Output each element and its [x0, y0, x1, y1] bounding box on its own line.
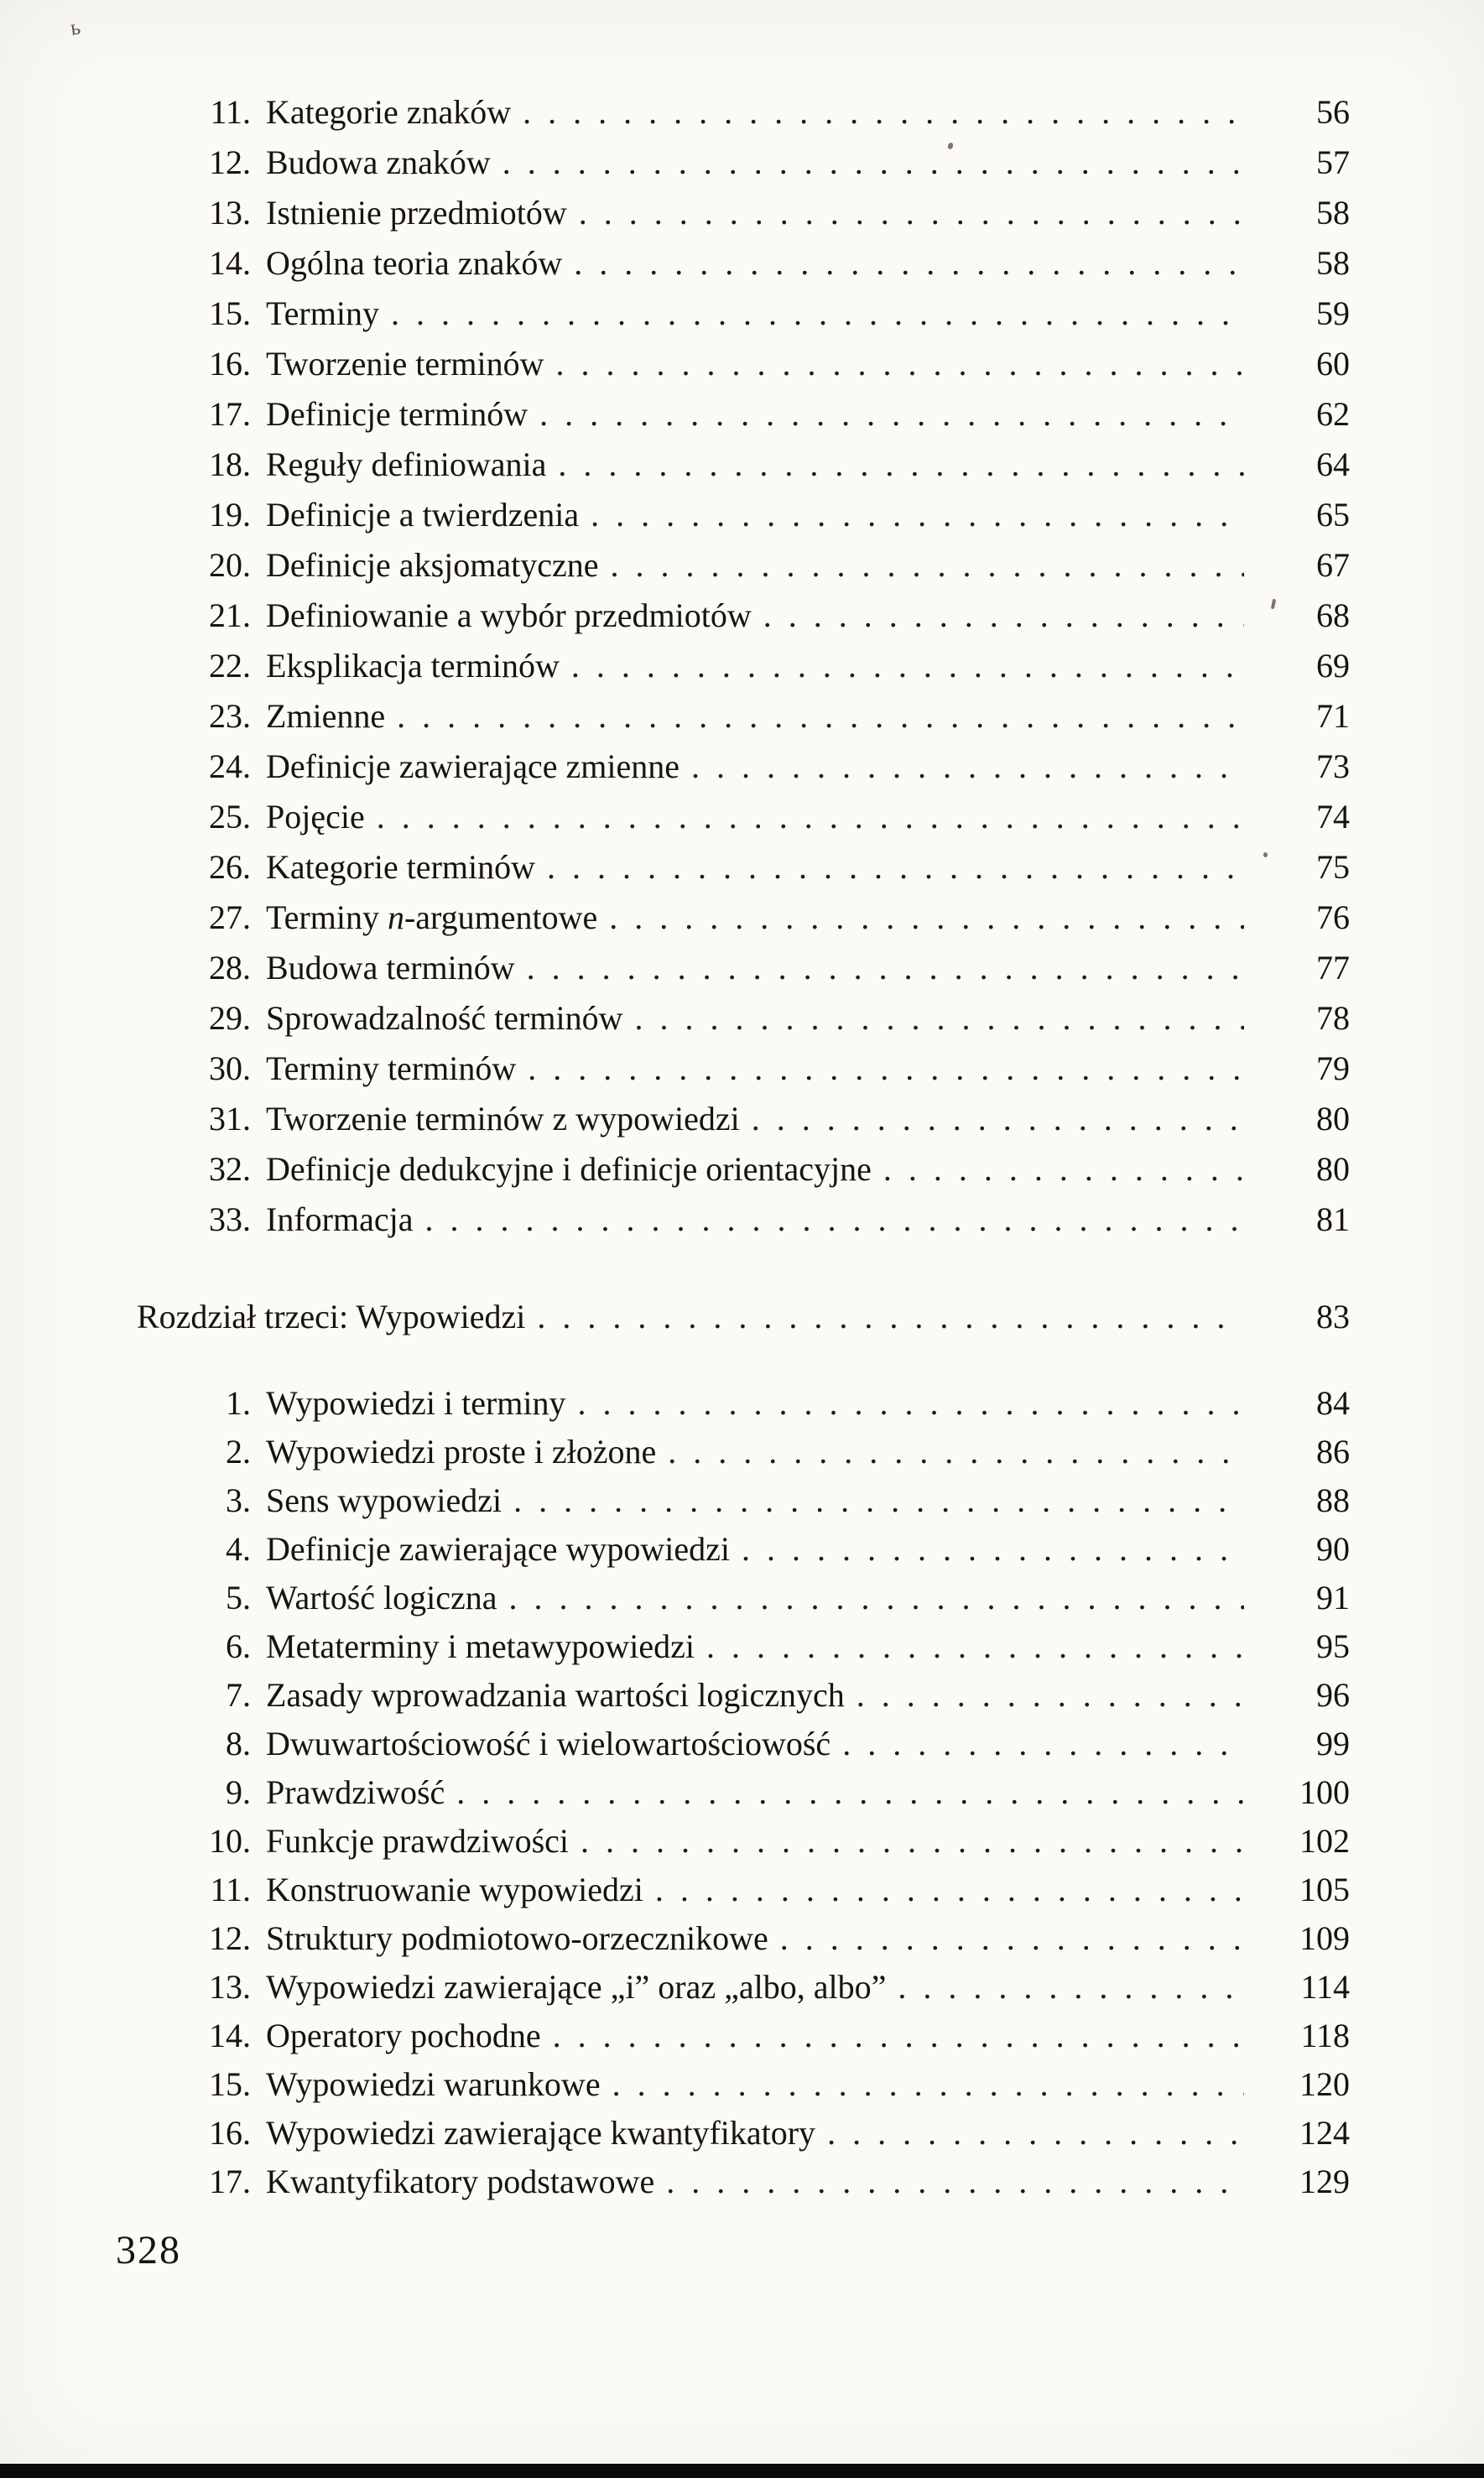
- dot-leader: [634, 993, 1244, 1044]
- toc-entry: [137, 138, 1350, 188]
- dot-leader: [612, 2060, 1244, 2109]
- toc-entry-page: 60: [1316, 345, 1350, 383]
- toc-entry-page: 86: [1316, 1433, 1350, 1471]
- toc-entry-title: Metaterminy i metawypowiedzi: [266, 1627, 695, 1665]
- toc-entry-title: Istnienie przedmiotów: [266, 194, 567, 232]
- toc-entry: [137, 2012, 1350, 2060]
- toc-entry-title: Definicje aksjomatyczne: [266, 546, 599, 584]
- toc-entry-title: Sens wypowiedzi: [266, 1481, 502, 1519]
- dot-leader: [397, 691, 1244, 742]
- toc-entry-page: 71: [1316, 697, 1350, 735]
- toc-entry-page: 59: [1316, 294, 1350, 332]
- dot-leader: [842, 1720, 1244, 1768]
- ink-mark: ь: [68, 14, 82, 40]
- toc-entry-number: 24.: [209, 747, 251, 785]
- toc-entry: [137, 691, 1350, 742]
- dot-leader: [581, 1817, 1244, 1866]
- dot-leader: [857, 1671, 1244, 1720]
- toc-entry-number: 5.: [226, 1579, 251, 1616]
- toc-entry: [137, 641, 1350, 691]
- toc-entry-title: Zasady wprowadzania wartości logicznych: [266, 1676, 845, 1714]
- toc-entry: [137, 993, 1350, 1044]
- toc-entry-page: 81: [1316, 1200, 1350, 1238]
- dot-leader: [591, 490, 1244, 540]
- toc-entry-page: 67: [1316, 546, 1350, 584]
- toc-entry-title: Wypowiedzi zawierające „i” oraz „albo, albo”: [266, 1968, 887, 2006]
- dot-leader: [537, 1292, 1244, 1342]
- toc-entry-number: 15.: [209, 2065, 251, 2103]
- toc-entry-number: 21.: [209, 596, 251, 634]
- toc-entry-page: 65: [1316, 496, 1350, 534]
- toc-entry: [137, 339, 1350, 389]
- toc-entry-number: 26.: [209, 848, 251, 886]
- toc-entry-page: 90: [1316, 1530, 1350, 1568]
- toc-entry-title: Definicje zawierające zmienne: [266, 747, 680, 785]
- toc-entry: [137, 87, 1350, 138]
- dot-leader: [527, 943, 1244, 993]
- toc-entry-page: 80: [1316, 1150, 1350, 1188]
- dot-leader: [578, 1379, 1245, 1428]
- toc-entry-page: 99: [1316, 1725, 1350, 1762]
- toc-entry-page: 105: [1299, 1871, 1350, 1908]
- dot-leader: [377, 792, 1244, 842]
- dot-leader: [523, 87, 1244, 138]
- toc-entry-page: 118: [1300, 2017, 1350, 2054]
- toc-entry-number: 20.: [209, 546, 251, 584]
- toc-entry: [137, 1195, 1350, 1245]
- toc-entry-title: Prawdziwość: [266, 1773, 445, 1811]
- toc-entry-page: 80: [1316, 1100, 1350, 1137]
- toc-entry: [137, 1866, 1350, 1914]
- toc-entry: [137, 289, 1350, 339]
- toc-entry-number: 17.: [209, 2163, 251, 2200]
- dot-leader: [502, 138, 1244, 188]
- dot-leader: [763, 591, 1244, 641]
- toc-list-chapter-three: [137, 1379, 1350, 2206]
- dot-leader: [579, 188, 1244, 238]
- dot-leader: [668, 1428, 1244, 1476]
- toc-entry-number: 16.: [209, 345, 251, 383]
- toc-entry-page: 109: [1299, 1919, 1350, 1957]
- toc-entry: [137, 1817, 1350, 1866]
- toc-entry-page: 56: [1316, 93, 1350, 131]
- scan-edge: [0, 2464, 1484, 2478]
- toc-entry: [137, 2158, 1350, 2206]
- toc-entry-page: 129: [1299, 2163, 1350, 2200]
- toc-entry-page: 114: [1300, 1968, 1350, 2006]
- dot-leader: [556, 339, 1244, 389]
- toc-entry-page: 91: [1316, 1579, 1350, 1616]
- toc-entry-title: Ogólna teoria znaków: [266, 244, 563, 282]
- toc-entry-title: Informacja: [266, 1200, 414, 1238]
- toc-entry: [137, 1622, 1350, 1671]
- toc-entry: [137, 440, 1350, 490]
- dot-leader: [424, 1195, 1244, 1245]
- dot-leader: [609, 893, 1244, 943]
- toc-entry-title: Definiowanie a wybór przedmiotów: [266, 596, 752, 634]
- toc-entry-number: 2.: [226, 1433, 251, 1471]
- toc-entry: [137, 2060, 1350, 2109]
- dot-leader: [827, 2109, 1244, 2158]
- toc-entry-page: 120: [1299, 2065, 1350, 2103]
- dot-leader: [558, 440, 1244, 490]
- toc-entry-number: 27.: [209, 898, 251, 936]
- toc-entry-page: 84: [1316, 1384, 1350, 1422]
- toc-entry-page: 58: [1316, 244, 1350, 282]
- toc-entry-title: Pojęcie: [266, 798, 365, 836]
- toc-entry-title: Wypowiedzi warunkowe: [266, 2065, 601, 2103]
- toc-entry-title: Wypowiedzi i terminy: [266, 1384, 566, 1422]
- dot-leader: [574, 238, 1244, 289]
- toc-entry: [137, 490, 1350, 540]
- toc-entry-title: Definicje zawierające wypowiedzi: [266, 1530, 731, 1568]
- toc-entry-number: 28.: [209, 949, 251, 987]
- toc-entry-number: 1.: [226, 1384, 251, 1422]
- toc-entry: [137, 1671, 1350, 1720]
- toc-entry: [137, 1963, 1350, 2012]
- toc-entry-number: 22.: [209, 647, 251, 685]
- toc-entry-number: 32.: [209, 1150, 251, 1188]
- table-of-contents: [137, 87, 1350, 2206]
- toc-entry: [137, 1574, 1350, 1622]
- dot-leader: [706, 1622, 1244, 1671]
- toc-entry-title: Budowa terminów: [266, 949, 515, 987]
- toc-entry-page: 88: [1316, 1481, 1350, 1519]
- toc-entry-number: 12.: [209, 1919, 251, 1957]
- toc-entry-number: 11.: [210, 93, 251, 131]
- toc-entry-page: 96: [1316, 1676, 1350, 1714]
- dot-leader: [391, 289, 1244, 339]
- dot-leader: [883, 1144, 1244, 1195]
- toc-entry: [137, 1476, 1350, 1525]
- toc-entry: [137, 1768, 1350, 1817]
- toc-entry-title: Operatory pochodne: [266, 2017, 541, 2054]
- toc-entry-page: 68: [1316, 596, 1350, 634]
- dot-leader: [691, 742, 1244, 792]
- toc-entry-title: Konstruowanie wypowiedzi: [266, 1871, 643, 1908]
- toc-entry-page: 79: [1316, 1049, 1350, 1087]
- toc-entry-number: 3.: [226, 1481, 251, 1519]
- toc-entry-number: 4.: [226, 1530, 251, 1568]
- toc-entry: [137, 389, 1350, 440]
- toc-entry-title: Wypowiedzi proste i złożone: [266, 1433, 657, 1471]
- toc-entry-page: 62: [1316, 395, 1350, 433]
- toc-entry-title: Definicje terminów: [266, 395, 529, 433]
- toc-entry-page: 76: [1316, 898, 1350, 936]
- toc-entry-number: 13.: [209, 1968, 251, 2006]
- toc-entry-page: 73: [1316, 747, 1350, 785]
- toc-entry-number: 29.: [209, 999, 251, 1037]
- toc-entry-number: 13.: [209, 194, 251, 232]
- toc-entry-page: 64: [1316, 445, 1350, 483]
- dot-leader: [513, 1476, 1244, 1525]
- toc-entry-title: Kategorie terminów: [266, 848, 535, 886]
- toc-entry: [137, 591, 1350, 641]
- dot-leader: [547, 842, 1244, 893]
- toc-entry-number: 15.: [209, 294, 251, 332]
- toc-entry-page: 57: [1316, 143, 1350, 181]
- toc-entry-number: 17.: [209, 395, 251, 433]
- toc-entry: [137, 1044, 1350, 1094]
- toc-entry: [137, 1379, 1350, 1428]
- toc-entry-title: Dwuwartościowość i wielowartościowość: [266, 1725, 831, 1762]
- toc-chapter-title: Rozdział trzeci: Wypowiedzi: [137, 1298, 526, 1335]
- dot-leader: [898, 1963, 1244, 2012]
- toc-entry-number: 9.: [226, 1773, 251, 1811]
- toc-entry-page: 58: [1316, 194, 1350, 232]
- toc-entry-title: Struktury podmiotowo-orzecznikowe: [266, 1919, 768, 1957]
- toc-entry-page: 78: [1316, 999, 1350, 1037]
- toc-entry-number: 18.: [209, 445, 251, 483]
- toc-entry-title: Wartość logiczna: [266, 1579, 497, 1616]
- toc-entry-page: 102: [1299, 1822, 1350, 1860]
- toc-entry-number: 16.: [209, 2114, 251, 2152]
- toc-entry-title: Kwantyfikatory podstawowe: [266, 2163, 655, 2200]
- toc-entry-title: Terminy: [266, 294, 379, 332]
- dot-leader: [655, 1866, 1244, 1914]
- toc-entry-title: Tworzenie terminów: [266, 345, 544, 383]
- toc-entry: [137, 1428, 1350, 1476]
- toc-entry: [137, 1144, 1350, 1195]
- toc-entry: [137, 842, 1350, 893]
- toc-entry: [137, 188, 1350, 238]
- toc-entry-number: 8.: [226, 1725, 251, 1762]
- dot-leader: [509, 1574, 1244, 1622]
- toc-entry-page: 100: [1299, 1773, 1350, 1811]
- toc-entry-title: Wypowiedzi zawierające kwantyfikatory: [266, 2114, 816, 2152]
- toc-entry-number: 19.: [209, 496, 251, 534]
- dot-leader: [553, 2012, 1244, 2060]
- toc-entry-title: Tworzenie terminów z wypowiedzi: [266, 1100, 740, 1137]
- dot-leader: [528, 1044, 1244, 1094]
- toc-entry-number: 12.: [209, 143, 251, 181]
- toc-entry: [137, 1525, 1350, 1574]
- toc-entry-number: 33.: [209, 1200, 251, 1238]
- toc-entry-page: 69: [1316, 647, 1350, 685]
- toc-entry-title: Terminy n-argumentowe: [266, 898, 598, 936]
- toc-entry-title: Terminy terminów: [266, 1049, 517, 1087]
- toc-entry-page: 75: [1316, 848, 1350, 886]
- toc-entry-number: 10.: [209, 1822, 251, 1860]
- toc-entry: [137, 943, 1350, 993]
- toc-entry-title: Eksplikacja terminów: [266, 647, 560, 685]
- toc-entry-title: Sprowadzalność terminów: [266, 999, 623, 1037]
- toc-entry: [137, 238, 1350, 289]
- toc-entry: [137, 1914, 1350, 1963]
- dot-leader: [539, 389, 1244, 440]
- toc-entry: [137, 1720, 1350, 1768]
- toc-entry-title: Zmienne: [266, 697, 386, 735]
- toc-entry-number: 30.: [209, 1049, 251, 1087]
- dot-leader: [752, 1094, 1244, 1144]
- dot-leader: [571, 641, 1244, 691]
- toc-entry-title: Reguły definiowania: [266, 445, 547, 483]
- dot-leader: [610, 540, 1244, 591]
- toc-entry: [137, 1094, 1350, 1144]
- toc-entry-title: Funkcje prawdziwości: [266, 1822, 570, 1860]
- toc-entry-page: 77: [1316, 949, 1350, 987]
- toc-entry-number: 6.: [226, 1627, 251, 1665]
- toc-entry-number: 31.: [209, 1100, 251, 1137]
- dot-leader: [742, 1525, 1244, 1574]
- toc-entry: [137, 792, 1350, 842]
- toc-entry-page: 74: [1316, 798, 1350, 836]
- toc-entry: [137, 540, 1350, 591]
- toc-entry: [137, 893, 1350, 943]
- toc-entry: [137, 2109, 1350, 2158]
- toc-entry-title: Definicje dedukcyjne i definicje orientacyjne: [266, 1150, 872, 1188]
- page-number: 328: [116, 2228, 181, 2272]
- dot-leader: [780, 1914, 1244, 1963]
- toc-list-continued: [137, 87, 1350, 1245]
- toc-entry: [137, 742, 1350, 792]
- toc-entry-page: 95: [1316, 1627, 1350, 1665]
- toc-entry-title: Budowa znaków: [266, 143, 491, 181]
- toc-entry-number: 23.: [209, 697, 251, 735]
- toc-chapter-page: 83: [1316, 1298, 1350, 1335]
- toc-entry-title: Definicje a twierdzenia: [266, 496, 580, 534]
- dot-leader: [666, 2158, 1244, 2206]
- toc-entry-title: Kategorie znaków: [266, 93, 512, 131]
- toc-entry-number: 11.: [210, 1871, 251, 1908]
- toc-chapter-heading: [137, 1292, 1350, 1342]
- toc-entry-number: 25.: [209, 798, 251, 836]
- toc-entry-page: 124: [1299, 2114, 1350, 2152]
- toc-entry-number: 14.: [209, 2017, 251, 2054]
- toc-entry-number: 7.: [226, 1676, 251, 1714]
- dot-leader: [456, 1768, 1244, 1817]
- toc-entry-number: 14.: [209, 244, 251, 282]
